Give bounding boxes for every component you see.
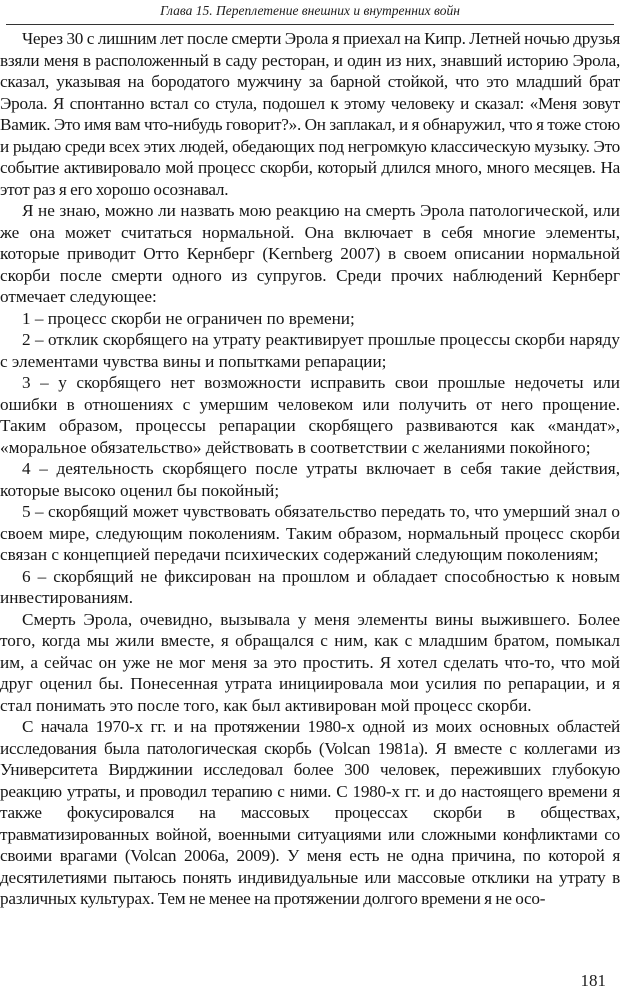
page-number: 181 — [580, 971, 606, 990]
list-item: 2 – отклик скорбящего на утрату реактивирует прошлые процессы скорби наряду с элементами чувства вины и попытками репарации; — [0, 330, 620, 371]
header-rule — [6, 24, 614, 25]
list-item: 4 – деятельность скорбящего после утраты включает в себя такие действия, которые высоко оценил бы покойный; — [0, 459, 620, 500]
paragraph: Смерть Эрола, очевидно, вызывала у меня элементы вины выжившего. Более того, когда мы жили вместе, я обращался с ним, как с младшим братом, помыкал им, а сейчас он уже не мог меня за это простить. Я хотел сделать что-то, что мой друг оценил бы. Понесенная утрата инициировала мои усилия по репарации, и я стал понимать это после того, как был активирован мой процесс скорби. — [0, 609, 620, 715]
running-head: Глава 15. Переплетение внешних и внутренних войн — [160, 3, 460, 18]
paragraph: Я не знаю, можно ли назвать мою реакцию на смерть Эрола патологической, или же она может считаться нормальной. Она включает в себя многие элементы, которые приводит Отто Кернберг (Kernberg 2007) в своем описании нормальной скорби после смерти одного из супругов. Среди прочих наблюдений Кернберг отмечает следующее: — [0, 201, 620, 306]
list-item: 5 – скорбящий может чувствовать обязательство передать то, что умерший знал о своем мире, следующим поколениям. Таким образом, нормальный процесс скорби связан с концепцией передачи психических содержаний следующим поколениям; — [0, 502, 620, 564]
list-item: 3 – у скорбящего нет возможности исправить свои прошлые недочеты или ошибки в отношениях с умершим человеком или получить от него прощение. Таким образом, процессы репарации скорбящего развиваются как «мандат», «моральное обязательство» действовать в соответствии с желаниями покойного; — [0, 373, 620, 457]
paragraph: С начала 1970-х гг. и на протяжении 1980-х одной из моих основных областей исследования была патологическая скорбь (Volcan 1981a). Я вместе с коллегами из Университета Вирджинии исследовал более 300 человек, переживших глубокую реакцию утраты, и проводил терапию с ними. С 1980-х гг. и до настоящего времени я также фокусировался на массовых процессах скорби в обществах, травматизированных войной, военными ситуациями или сложными конфликтами со своими врагами (Volcan 2006a, 2009). У меня есть не одна причина, по которой я десятилетиями пытаюсь понять индивидуальные или массовые отклики на утрату в различных культурах. Тем не менее на протяжении долгого времени я не осо- — [0, 717, 620, 908]
paragraph: Через 30 с лишним лет после смерти Эрола я приехал на Кипр. Летней ночью друзья взяли меня в расположенный в саду ресторан, и один из них, знавший историю Эрола, сказал, указывая на бородатого мужчину за барной стойкой, что это младший брат Эрола. Я спонтанно встал со стула, подошел к этому человеку и сказал: «Меня зовут Вамик. Это имя вам что-нибудь говорит?». Он заплакал, и я обнаружил, что я тоже стою и рыдаю среди всех этих людей, обедающих под негромкую классическую музыку. Это событие активировало мой процесс скорби, который длился много, много месяцев. На этот раз я его хорошо осознавал. — [0, 29, 620, 199]
list-item: 1 – процесс скорби не ограничен по времени; — [22, 308, 355, 328]
body-text — [0, 28, 620, 910]
list-item: 6 – скорбящий не фиксирован на прошлом и обладает способностью к новым инвестированиям. — [0, 566, 620, 607]
